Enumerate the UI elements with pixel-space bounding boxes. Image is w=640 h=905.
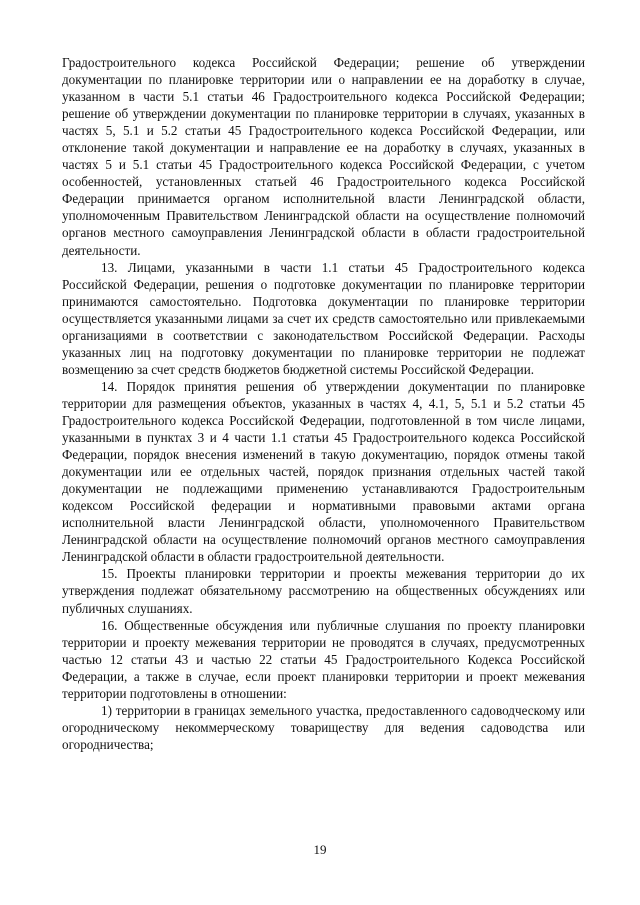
paragraph-13-self-preparation: 13. Лицами, указанными в части 1.1 статьи 45 Градостроительного кодекса Российской Федерации, решения о подготовке документации по планировке территории принимаются самостоятельно. Подготовка документации по планировке территории осуществляется указанными лицами за счет их средств самостоятельно или привлекаемыми организациями в соответствии с законодательством Российской Федерации. Расходы указанных лиц на подготовку документации по планировке территории не подлежат возмещению за счет средств бюджетов бюджетной системы Российской Федерации. — [62, 259, 585, 377]
page-number: 19 — [313, 842, 327, 857]
paragraph-continuation-approval-decisions: Градостроительного кодекса Российской Федерации; решение об утверждении документации по планировке территории или о направлении ее на доработку в случае, указанном в части 5.1 статьи 46 Градостроительного кодекса Российской Федерации; решение об утверждении документации по планировке территории в случаях, указанных в частях 5, 5.1 и 5.2 статьи 45 Градостроительного кодекса Российской Федерации, или отклонение такой документации и направление ее на доработку в случаях, указанных в частях 5 и 5.1 статьи 45 Градостроительного кодекса Российской Федерации, с учетом особенностей, установленных статьей 46 Градостроительного кодекса Российской Федерации принимается органом исполнительной власти Ленинградской области, уполномоченным Правительством Ленинградской области на осуществление полномочий органов местного самоуправления Ленинградской области в области градостроительной деятельности. — [62, 55, 585, 258]
paragraph-14-approval-procedure: 14. Порядок принятия решения об утверждении документации по планировке территории для размещения объектов, указанных в частях 4, 4.1, 5, 5.1 и 5.2 статьи 45 Градостроительного кодекса Российской Федерации, подготовленной в том числе лицами, указанными в пунктах 3 и 4 части 1.1 статьи 45 Градостроительного кодекса Российской Федерации, порядок внесения изменений в такую документацию, порядок отмены такой документации или ее отдельных частей, порядок признания отдельных частей такой документации не подлежащими применению устанавливаются Градостроительным кодексом Российской федерации и нормативными правовыми актами органа исполнительной власти Ленинградской области, уполномоченного Правительством Ленинградской области на осуществление полномочий органов местного самоуправления Ленинградской области в области градостроительной деятельности. — [62, 378, 585, 565]
paragraph-16-hearings-exceptions: 16. Общественные обсуждения или публичные слушания по проекту планировки территории и проекту межевания территории не проводятся в случаях, предусмотренных частью 12 статьи 43 и частью 22 статьи 45 Градостроительного Кодекса Российской Федерации, а также в случае, если проект планировки территории и проект межевания территории подготовлены в отношении: — [62, 617, 585, 701]
paragraph-16-item-1: 1) территории в границах земельного участка, предоставленного садоводческому или огородническому некоммерческому товариществу для ведения садоводства или огородничества; — [62, 702, 585, 752]
paragraph-15-public-hearings-required: 15. Проекты планировки территории и проекты межевания территории до их утверждения подлежат обязательному рассмотрению на общественных обсуждениях или публичных слушаниях. — [62, 566, 585, 616]
document-body — [62, 54, 585, 753]
